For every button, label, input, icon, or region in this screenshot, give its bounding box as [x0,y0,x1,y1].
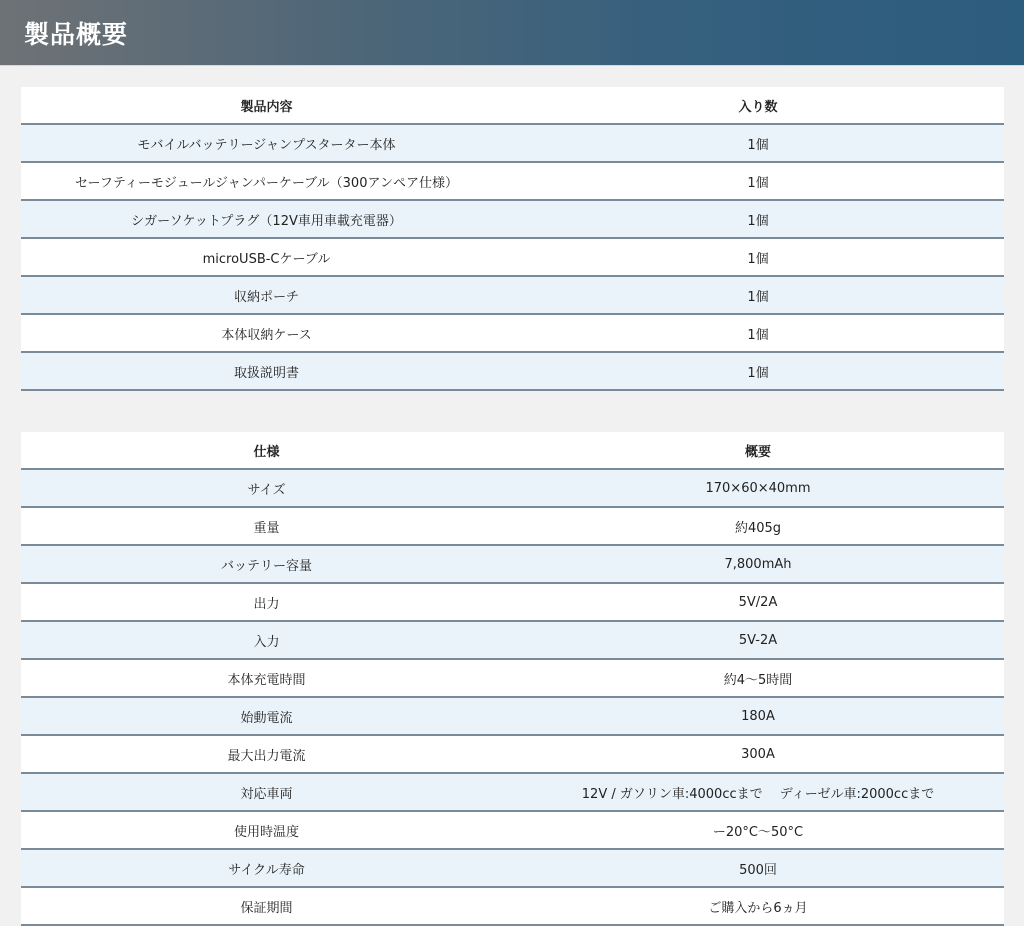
spec-value: 180A [512,697,1004,735]
item-name: 本体収納ケース [21,314,512,352]
spec-name: 始動電流 [21,697,512,735]
item-name: シガーソケットプラグ（12V車用車載充電器） [21,200,512,238]
table-row [21,735,1004,773]
table-row [21,583,1004,621]
table-row [21,697,1004,735]
spec-header-row [21,432,1004,469]
table-row [21,545,1004,583]
table-row [21,162,1004,200]
table-row [21,352,1004,390]
item-name: 収納ポーチ [21,276,512,314]
item-qty: 1個 [512,352,1004,390]
table-row [21,507,1004,545]
spec-name: 保証期間 [21,887,512,925]
item-qty: 1個 [512,200,1004,238]
spec-value: ー20°C〜50°C [512,811,1004,849]
spec-name: 重量 [21,507,512,545]
spec-name: 対応車両 [21,773,512,811]
contents-header-qty: 入り数 [512,87,1004,124]
spec-value: 12V / ガソリン車:4000ccまで ディーゼル車:2000ccまで [512,773,1004,811]
contents-table [21,87,1004,391]
item-name: モバイルバッテリージャンプスターター本体 [21,124,512,162]
spec-value: 5V/2A [512,583,1004,621]
table-row [21,849,1004,887]
spec-value: 5V-2A [512,621,1004,659]
spec-header-name: 仕様 [21,432,512,469]
spec-name: 出力 [21,583,512,621]
item-qty: 1個 [512,124,1004,162]
spec-value: 約4〜5時間 [512,659,1004,697]
table-row [21,238,1004,276]
spec-name: バッテリー容量 [21,545,512,583]
item-qty: 1個 [512,162,1004,200]
table-row [21,773,1004,811]
spec-name: サイズ [21,469,512,507]
spec-name: 使用時温度 [21,811,512,849]
item-qty: 1個 [512,314,1004,352]
page-header [0,0,1024,66]
spec-value: 300A [512,735,1004,773]
item-name: microUSB-Cケーブル [21,238,512,276]
spec-name: 本体充電時間 [21,659,512,697]
table-row [21,811,1004,849]
spec-value: 500回 [512,849,1004,887]
item-qty: 1個 [512,238,1004,276]
table-row [21,887,1004,925]
spec-value: ご購入から6ヵ月 [512,887,1004,925]
spec-value: 約405g [512,507,1004,545]
spec-name: 最大出力電流 [21,735,512,773]
contents-header-row [21,87,1004,124]
spec-value: 7,800mAh [512,545,1004,583]
table-row [21,200,1004,238]
table-row [21,314,1004,352]
table-row [21,621,1004,659]
item-name: 取扱説明書 [21,352,512,390]
table-row [21,469,1004,507]
item-name: セーフティーモジュールジャンパーケーブル（300アンペア仕様） [21,162,512,200]
spec-header-value: 概要 [512,432,1004,469]
spec-name: サイクル寿命 [21,849,512,887]
item-qty: 1個 [512,276,1004,314]
contents-header-item: 製品内容 [21,87,512,124]
spec-name: 入力 [21,621,512,659]
table-row [21,124,1004,162]
spec-value: 170×60×40mm [512,469,1004,507]
table-row [21,659,1004,697]
spec-table [21,432,1004,926]
table-row [21,276,1004,314]
page-title: 製品概要 [24,19,129,49]
